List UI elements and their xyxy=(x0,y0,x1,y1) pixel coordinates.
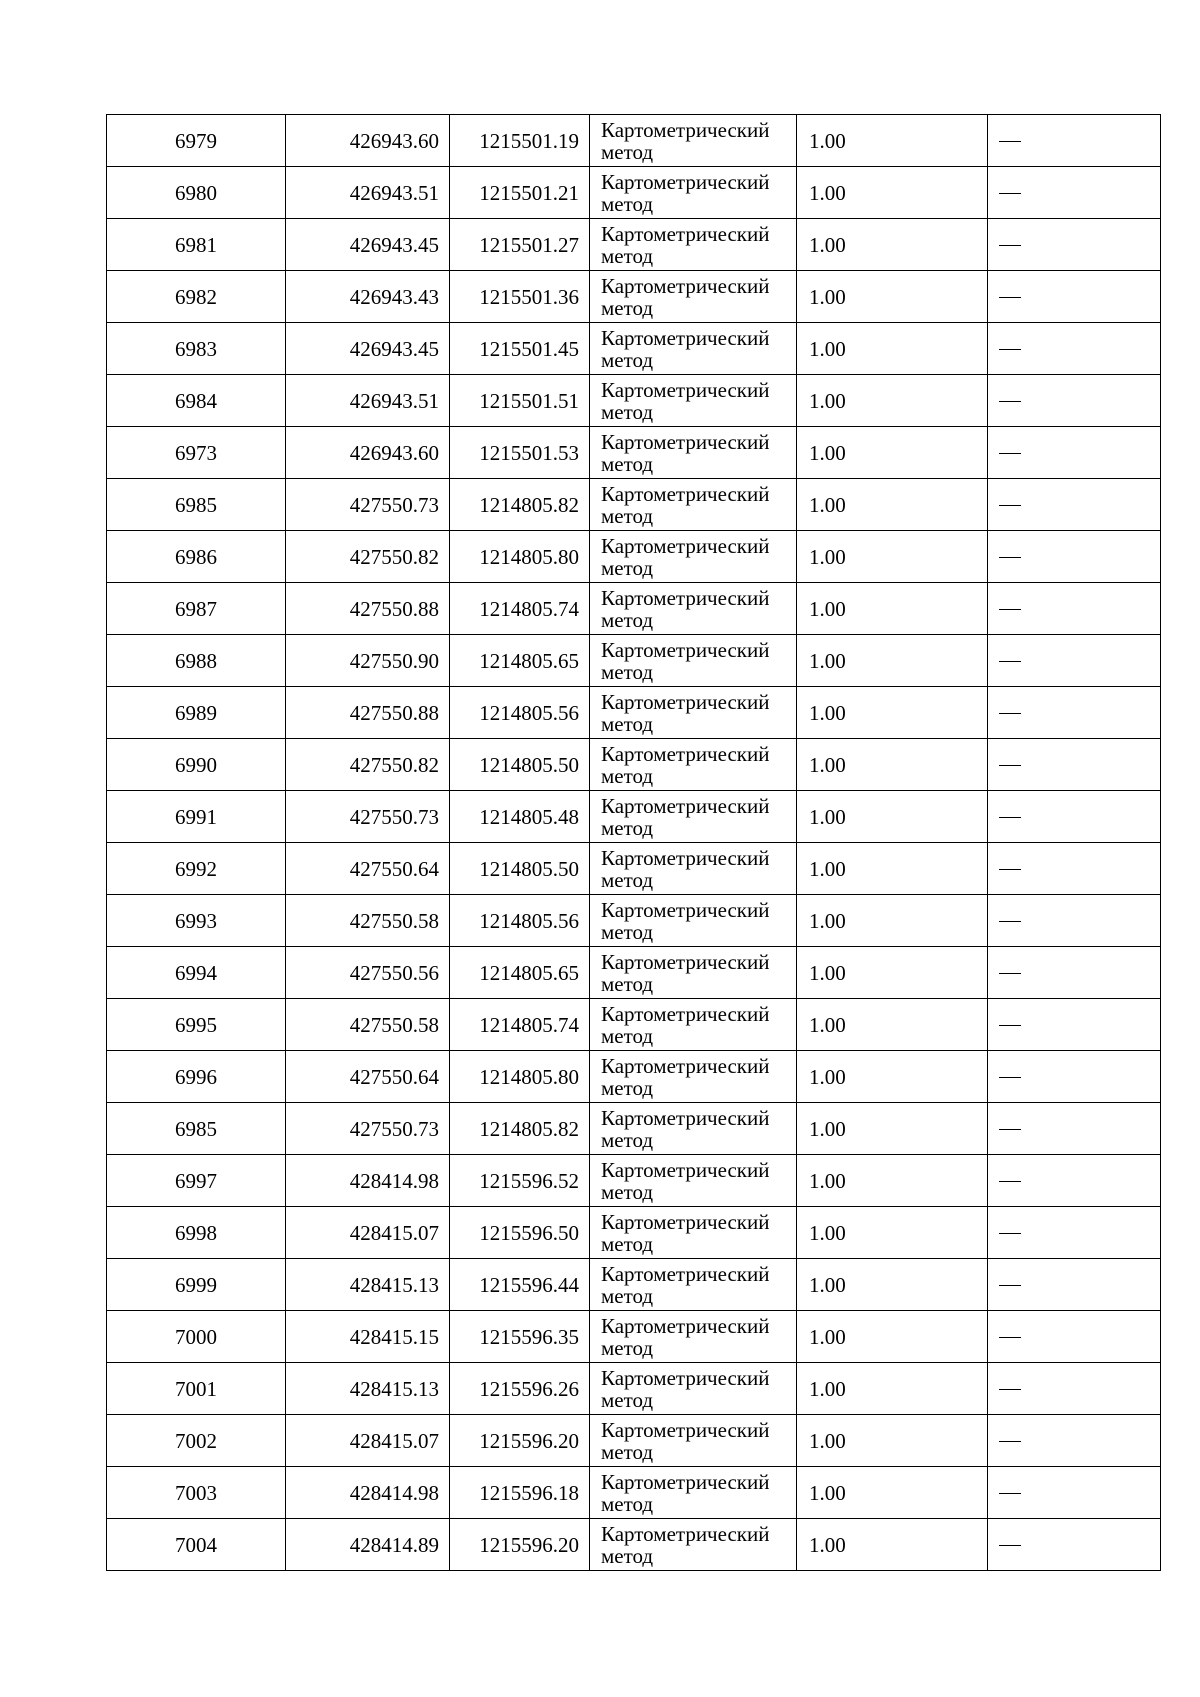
x-coordinate-cell: 427550.64 xyxy=(286,1051,450,1103)
precision-cell: 1.00 xyxy=(797,947,988,999)
x-coordinate-cell: 427550.73 xyxy=(286,791,450,843)
y-coordinate-cell: 1214805.56 xyxy=(450,895,590,947)
y-coordinate-cell: 1214805.65 xyxy=(450,947,590,999)
precision-cell: 1.00 xyxy=(797,167,988,219)
method-cell xyxy=(590,739,797,791)
table-row xyxy=(107,219,1161,271)
method-cell xyxy=(590,271,797,323)
note-cell xyxy=(988,323,1161,375)
point-number-cell: 6979 xyxy=(107,115,286,167)
table-row xyxy=(107,167,1161,219)
em-dash xyxy=(999,1233,1021,1234)
note-cell xyxy=(988,115,1161,167)
method-cell xyxy=(590,1259,797,1311)
x-coordinate-cell: 426943.43 xyxy=(286,271,450,323)
table-row xyxy=(107,687,1161,739)
method-cell xyxy=(590,375,797,427)
point-number-cell: 6999 xyxy=(107,1259,286,1311)
precision-cell: 1.00 xyxy=(797,271,988,323)
precision-cell: 1.00 xyxy=(797,219,988,271)
method-cell xyxy=(590,791,797,843)
table-row xyxy=(107,323,1161,375)
point-number-cell: 6987 xyxy=(107,583,286,635)
point-number-cell: 6990 xyxy=(107,739,286,791)
note-cell xyxy=(988,1311,1161,1363)
note-cell xyxy=(988,1155,1161,1207)
note-cell xyxy=(988,427,1161,479)
y-coordinate-cell: 1214805.74 xyxy=(450,999,590,1051)
precision-cell: 1.00 xyxy=(797,323,988,375)
precision-cell: 1.00 xyxy=(797,1519,988,1571)
em-dash xyxy=(999,1545,1021,1546)
point-number-cell: 6985 xyxy=(107,1103,286,1155)
method-text: Картометрический метод xyxy=(601,325,770,372)
note-cell xyxy=(988,999,1161,1051)
table-row xyxy=(107,427,1161,479)
note-cell xyxy=(988,895,1161,947)
x-coordinate-cell: 427550.90 xyxy=(286,635,450,687)
table-row xyxy=(107,1363,1161,1415)
em-dash xyxy=(999,1129,1021,1130)
note-cell xyxy=(988,271,1161,323)
table-row xyxy=(107,115,1161,167)
method-text: Картометрический метод xyxy=(601,897,770,944)
method-cell xyxy=(590,583,797,635)
x-coordinate-cell: 427550.58 xyxy=(286,895,450,947)
precision-cell: 1.00 xyxy=(797,1259,988,1311)
table-row xyxy=(107,375,1161,427)
point-number-cell: 6985 xyxy=(107,479,286,531)
table-row xyxy=(107,479,1161,531)
method-cell xyxy=(590,947,797,999)
note-cell xyxy=(988,479,1161,531)
x-coordinate-cell: 427550.82 xyxy=(286,531,450,583)
point-number-cell: 6986 xyxy=(107,531,286,583)
x-coordinate-cell: 426943.51 xyxy=(286,167,450,219)
method-cell xyxy=(590,167,797,219)
point-number-cell: 6983 xyxy=(107,323,286,375)
table-row xyxy=(107,739,1161,791)
y-coordinate-cell: 1214805.80 xyxy=(450,1051,590,1103)
precision-cell: 1.00 xyxy=(797,999,988,1051)
method-text: Картометрический метод xyxy=(601,689,770,736)
precision-cell: 1.00 xyxy=(797,791,988,843)
x-coordinate-cell: 427550.58 xyxy=(286,999,450,1051)
method-text: Картометрический метод xyxy=(601,1001,770,1048)
y-coordinate-cell: 1214805.48 xyxy=(450,791,590,843)
point-number-cell: 7004 xyxy=(107,1519,286,1571)
table-row xyxy=(107,999,1161,1051)
method-text: Картометрический метод xyxy=(601,481,770,528)
y-coordinate-cell: 1214805.56 xyxy=(450,687,590,739)
em-dash xyxy=(999,921,1021,922)
precision-cell: 1.00 xyxy=(797,427,988,479)
x-coordinate-cell: 428415.13 xyxy=(286,1259,450,1311)
x-coordinate-cell: 428415.15 xyxy=(286,1311,450,1363)
table-row xyxy=(107,1051,1161,1103)
em-dash xyxy=(999,141,1021,142)
y-coordinate-cell: 1215596.20 xyxy=(450,1519,590,1571)
note-cell xyxy=(988,1415,1161,1467)
y-coordinate-cell: 1214805.50 xyxy=(450,739,590,791)
point-number-cell: 6998 xyxy=(107,1207,286,1259)
y-coordinate-cell: 1215596.26 xyxy=(450,1363,590,1415)
method-cell xyxy=(590,1051,797,1103)
method-text: Картометрический метод xyxy=(601,377,770,424)
method-cell xyxy=(590,843,797,895)
method-text: Картометрический метод xyxy=(601,1105,770,1152)
note-cell xyxy=(988,219,1161,271)
precision-cell: 1.00 xyxy=(797,1155,988,1207)
method-text: Картометрический метод xyxy=(601,1417,770,1464)
point-number-cell: 6982 xyxy=(107,271,286,323)
em-dash xyxy=(999,193,1021,194)
em-dash xyxy=(999,453,1021,454)
method-text: Картометрический метод xyxy=(601,533,770,580)
method-text: Картометрический метод xyxy=(601,1313,770,1360)
em-dash xyxy=(999,1337,1021,1338)
method-text: Картометрический метод xyxy=(601,1521,770,1568)
method-cell xyxy=(590,531,797,583)
x-coordinate-cell: 428415.13 xyxy=(286,1363,450,1415)
em-dash xyxy=(999,1285,1021,1286)
point-number-cell: 7003 xyxy=(107,1467,286,1519)
x-coordinate-cell: 428414.98 xyxy=(286,1467,450,1519)
y-coordinate-cell: 1215501.21 xyxy=(450,167,590,219)
note-cell xyxy=(988,843,1161,895)
method-cell xyxy=(590,427,797,479)
method-text: Картометрический метод xyxy=(601,793,770,840)
precision-cell: 1.00 xyxy=(797,1363,988,1415)
x-coordinate-cell: 428415.07 xyxy=(286,1415,450,1467)
point-number-cell: 6996 xyxy=(107,1051,286,1103)
note-cell xyxy=(988,375,1161,427)
method-cell xyxy=(590,999,797,1051)
method-text: Картометрический метод xyxy=(601,273,770,320)
precision-cell: 1.00 xyxy=(797,1415,988,1467)
em-dash xyxy=(999,1493,1021,1494)
method-text: Картометрический метод xyxy=(601,1261,770,1308)
x-coordinate-cell: 427550.56 xyxy=(286,947,450,999)
table-row xyxy=(107,1415,1161,1467)
coordinates-table xyxy=(106,114,1161,1571)
em-dash xyxy=(999,609,1021,610)
note-cell xyxy=(988,1103,1161,1155)
point-number-cell: 6984 xyxy=(107,375,286,427)
table-row xyxy=(107,947,1161,999)
note-cell xyxy=(988,583,1161,635)
table-row xyxy=(107,1207,1161,1259)
precision-cell: 1.00 xyxy=(797,1207,988,1259)
em-dash xyxy=(999,1077,1021,1078)
method-cell xyxy=(590,635,797,687)
em-dash xyxy=(999,1181,1021,1182)
y-coordinate-cell: 1215596.44 xyxy=(450,1259,590,1311)
method-text: Картометрический метод xyxy=(601,637,770,684)
table-row xyxy=(107,1103,1161,1155)
note-cell xyxy=(988,635,1161,687)
method-text: Картометрический метод xyxy=(601,429,770,476)
em-dash xyxy=(999,245,1021,246)
note-cell xyxy=(988,947,1161,999)
precision-cell: 1.00 xyxy=(797,115,988,167)
point-number-cell: 7002 xyxy=(107,1415,286,1467)
table-row xyxy=(107,1155,1161,1207)
method-cell xyxy=(590,1415,797,1467)
point-number-cell: 6973 xyxy=(107,427,286,479)
method-cell xyxy=(590,1519,797,1571)
y-coordinate-cell: 1215501.53 xyxy=(450,427,590,479)
method-cell xyxy=(590,895,797,947)
note-cell xyxy=(988,739,1161,791)
table-row xyxy=(107,271,1161,323)
em-dash xyxy=(999,713,1021,714)
precision-cell: 1.00 xyxy=(797,583,988,635)
x-coordinate-cell: 426943.60 xyxy=(286,115,450,167)
em-dash xyxy=(999,817,1021,818)
y-coordinate-cell: 1214805.50 xyxy=(450,843,590,895)
method-cell xyxy=(590,1311,797,1363)
precision-cell: 1.00 xyxy=(797,1311,988,1363)
precision-cell: 1.00 xyxy=(797,479,988,531)
x-coordinate-cell: 426943.45 xyxy=(286,323,450,375)
x-coordinate-cell: 427550.88 xyxy=(286,583,450,635)
x-coordinate-cell: 427550.73 xyxy=(286,479,450,531)
y-coordinate-cell: 1215596.52 xyxy=(450,1155,590,1207)
method-text: Картометрический метод xyxy=(601,741,770,788)
y-coordinate-cell: 1214805.82 xyxy=(450,1103,590,1155)
em-dash xyxy=(999,297,1021,298)
method-cell xyxy=(590,219,797,271)
method-cell xyxy=(590,323,797,375)
em-dash xyxy=(999,765,1021,766)
x-coordinate-cell: 427550.64 xyxy=(286,843,450,895)
note-cell xyxy=(988,531,1161,583)
table-row xyxy=(107,1311,1161,1363)
table-row xyxy=(107,1259,1161,1311)
precision-cell: 1.00 xyxy=(797,531,988,583)
em-dash xyxy=(999,1389,1021,1390)
method-text: Картометрический метод xyxy=(601,585,770,632)
precision-cell: 1.00 xyxy=(797,635,988,687)
precision-cell: 1.00 xyxy=(797,375,988,427)
table-row xyxy=(107,895,1161,947)
note-cell xyxy=(988,1467,1161,1519)
x-coordinate-cell: 427550.82 xyxy=(286,739,450,791)
table-body xyxy=(107,115,1161,1571)
em-dash xyxy=(999,973,1021,974)
x-coordinate-cell: 427550.88 xyxy=(286,687,450,739)
point-number-cell: 6988 xyxy=(107,635,286,687)
precision-cell: 1.00 xyxy=(797,1051,988,1103)
note-cell xyxy=(988,1207,1161,1259)
precision-cell: 1.00 xyxy=(797,843,988,895)
y-coordinate-cell: 1214805.74 xyxy=(450,583,590,635)
table-row xyxy=(107,1519,1161,1571)
note-cell xyxy=(988,791,1161,843)
method-text: Картометрический метод xyxy=(601,949,770,996)
precision-cell: 1.00 xyxy=(797,739,988,791)
x-coordinate-cell: 428414.89 xyxy=(286,1519,450,1571)
point-number-cell: 6997 xyxy=(107,1155,286,1207)
note-cell xyxy=(988,167,1161,219)
method-cell xyxy=(590,1103,797,1155)
point-number-cell: 6993 xyxy=(107,895,286,947)
y-coordinate-cell: 1215596.50 xyxy=(450,1207,590,1259)
x-coordinate-cell: 427550.73 xyxy=(286,1103,450,1155)
method-cell xyxy=(590,115,797,167)
point-number-cell: 6995 xyxy=(107,999,286,1051)
em-dash xyxy=(999,869,1021,870)
method-text: Картометрический метод xyxy=(601,1209,770,1256)
point-number-cell: 7001 xyxy=(107,1363,286,1415)
precision-cell: 1.00 xyxy=(797,895,988,947)
method-text: Картометрический метод xyxy=(601,169,770,216)
table-row xyxy=(107,791,1161,843)
method-text: Картометрический метод xyxy=(601,1053,770,1100)
note-cell xyxy=(988,1519,1161,1571)
y-coordinate-cell: 1215596.20 xyxy=(450,1415,590,1467)
precision-cell: 1.00 xyxy=(797,687,988,739)
method-text: Картометрический метод xyxy=(601,1157,770,1204)
em-dash xyxy=(999,557,1021,558)
method-cell xyxy=(590,1207,797,1259)
method-cell xyxy=(590,1467,797,1519)
table-row xyxy=(107,583,1161,635)
point-number-cell: 6994 xyxy=(107,947,286,999)
note-cell xyxy=(988,1259,1161,1311)
y-coordinate-cell: 1215501.51 xyxy=(450,375,590,427)
y-coordinate-cell: 1215501.36 xyxy=(450,271,590,323)
table-row xyxy=(107,843,1161,895)
method-text: Картометрический метод xyxy=(601,1469,770,1516)
method-text: Картометрический метод xyxy=(601,845,770,892)
note-cell xyxy=(988,687,1161,739)
em-dash xyxy=(999,349,1021,350)
method-cell xyxy=(590,479,797,531)
method-text: Картометрический метод xyxy=(601,221,770,268)
em-dash xyxy=(999,1441,1021,1442)
point-number-cell: 7000 xyxy=(107,1311,286,1363)
table-row xyxy=(107,531,1161,583)
em-dash xyxy=(999,1025,1021,1026)
em-dash xyxy=(999,661,1021,662)
precision-cell: 1.00 xyxy=(797,1103,988,1155)
point-number-cell: 6991 xyxy=(107,791,286,843)
method-text: Картометрический метод xyxy=(601,1365,770,1412)
y-coordinate-cell: 1215501.19 xyxy=(450,115,590,167)
y-coordinate-cell: 1215596.18 xyxy=(450,1467,590,1519)
note-cell xyxy=(988,1051,1161,1103)
method-cell xyxy=(590,687,797,739)
em-dash xyxy=(999,505,1021,506)
y-coordinate-cell: 1215501.45 xyxy=(450,323,590,375)
x-coordinate-cell: 426943.60 xyxy=(286,427,450,479)
table-row xyxy=(107,1467,1161,1519)
point-number-cell: 6992 xyxy=(107,843,286,895)
y-coordinate-cell: 1214805.82 xyxy=(450,479,590,531)
em-dash xyxy=(999,401,1021,402)
table-row xyxy=(107,635,1161,687)
x-coordinate-cell: 428415.07 xyxy=(286,1207,450,1259)
method-cell xyxy=(590,1155,797,1207)
y-coordinate-cell: 1214805.65 xyxy=(450,635,590,687)
y-coordinate-cell: 1215596.35 xyxy=(450,1311,590,1363)
method-text: Картометрический метод xyxy=(601,117,770,164)
x-coordinate-cell: 426943.51 xyxy=(286,375,450,427)
x-coordinate-cell: 428414.98 xyxy=(286,1155,450,1207)
method-cell xyxy=(590,1363,797,1415)
x-coordinate-cell: 426943.45 xyxy=(286,219,450,271)
y-coordinate-cell: 1214805.80 xyxy=(450,531,590,583)
point-number-cell: 6980 xyxy=(107,167,286,219)
point-number-cell: 6981 xyxy=(107,219,286,271)
y-coordinate-cell: 1215501.27 xyxy=(450,219,590,271)
point-number-cell: 6989 xyxy=(107,687,286,739)
precision-cell: 1.00 xyxy=(797,1467,988,1519)
note-cell xyxy=(988,1363,1161,1415)
